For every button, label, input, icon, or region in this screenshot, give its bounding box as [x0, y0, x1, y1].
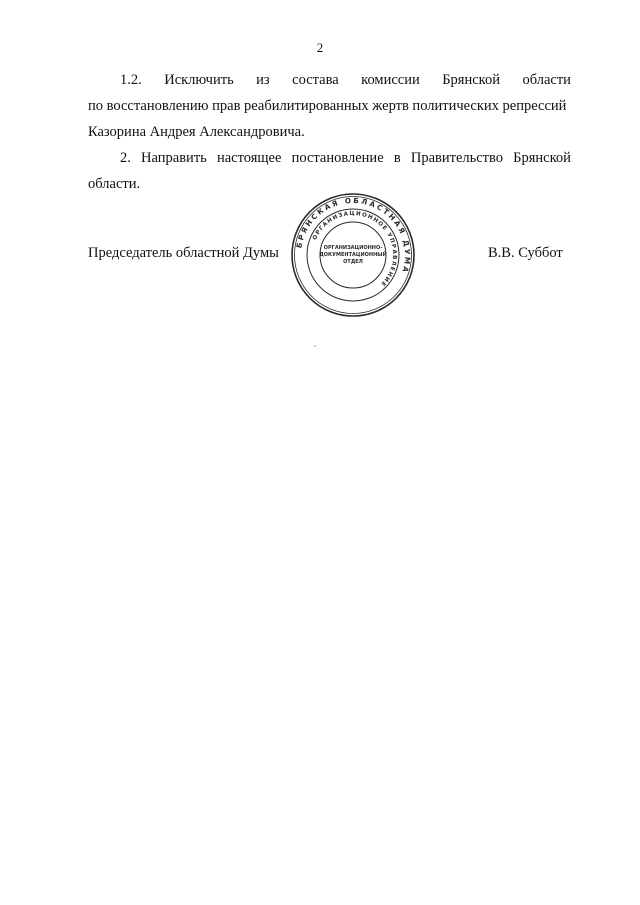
- paragraph-exclude-member: [88, 67, 571, 145]
- paragraph-send-to-government: [88, 145, 571, 197]
- signatory-position: Председатель областной Думы: [88, 245, 279, 261]
- signatory-name: В.В. Суббот: [488, 245, 563, 261]
- word: настоящее: [216, 150, 282, 166]
- seal-center-line: ДОКУМЕНТАЦИОННЫЙ: [319, 252, 387, 258]
- paragraph-line: [88, 67, 571, 93]
- page-number: 2: [316, 40, 324, 55]
- word: 1.2.: [120, 72, 142, 88]
- paragraph-line: [88, 145, 571, 171]
- official-seal: [290, 192, 416, 318]
- paragraph-line: по восстановлению прав реабилитированных жертв политических репрессий: [88, 98, 567, 114]
- word: области: [522, 72, 571, 88]
- word: Брянской: [513, 150, 571, 166]
- scan-artifact: [314, 345, 316, 347]
- seal-center-line: ОТДЕЛ: [343, 259, 363, 265]
- word: Направить: [141, 150, 207, 166]
- word: из: [256, 72, 270, 88]
- word: Правительство: [410, 150, 503, 166]
- seal-outer-text: БРЯНСКАЯ ОБЛАСТНАЯ ДУМА: [294, 195, 413, 276]
- seal-inner-text: ОРГАНИЗАЦИОННОЕ УПРАВЛЕНИЕ: [312, 210, 398, 288]
- seal-center-line: ОРГАНИЗАЦИОННО-: [323, 245, 383, 251]
- word: Исключить: [164, 72, 234, 88]
- word: 2.: [120, 150, 131, 166]
- word: состава: [292, 72, 339, 88]
- paragraph-line: области.: [88, 176, 141, 192]
- word: постановление: [291, 150, 384, 166]
- word: Брянской: [442, 72, 500, 88]
- paragraph-line: Казорина Андрея Александровича.: [88, 124, 305, 140]
- word: комиссии: [361, 72, 420, 88]
- word: в: [393, 150, 401, 166]
